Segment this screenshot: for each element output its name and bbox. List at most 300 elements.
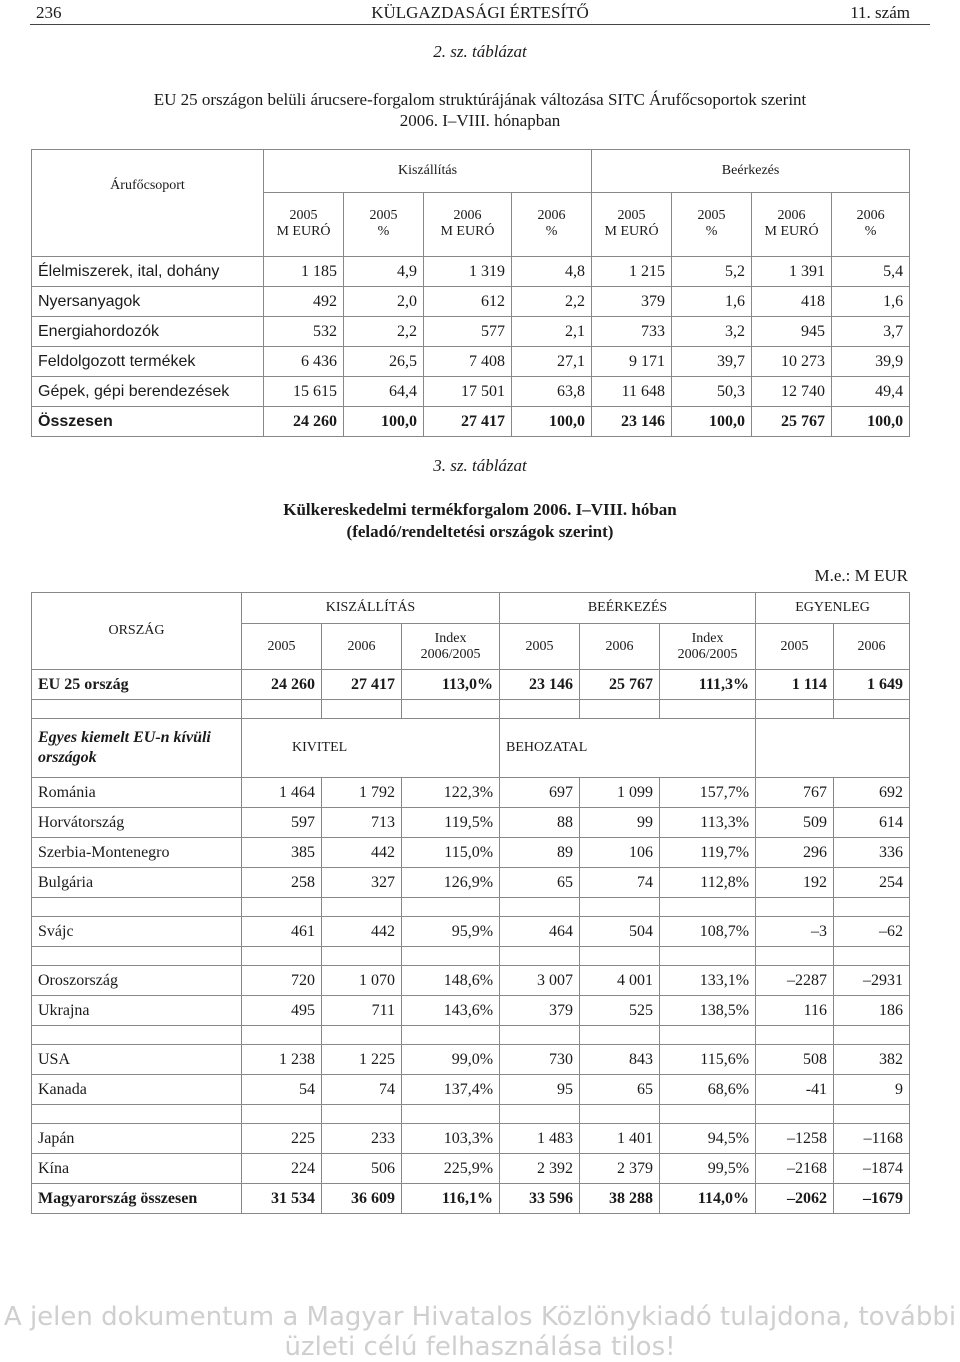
- table-cell: 103,3%: [402, 1124, 500, 1154]
- table3-unit: M.e.: M EUR: [814, 566, 908, 585]
- table-cell: 4 001: [580, 966, 660, 996]
- table2-title-line2: 2006. I–VIII. hónapban: [399, 111, 561, 130]
- spacer-cell: [756, 898, 834, 917]
- table-cell: 23 146: [500, 670, 580, 700]
- spacer-cell: [756, 1026, 834, 1045]
- spacer-cell: [660, 898, 756, 917]
- table-cell: 506: [322, 1154, 402, 1184]
- row-label: Magyarország összesen: [32, 1184, 242, 1214]
- table-cell: –62: [834, 917, 910, 947]
- table-cell: 39,7: [672, 347, 752, 377]
- spacer-cell: [756, 1105, 834, 1124]
- table-cell: 25 767: [752, 407, 832, 437]
- table3-egyenleg-header: EGYENLEG: [756, 593, 910, 624]
- table-cell: 1 070: [322, 966, 402, 996]
- page-header: [0, 0, 960, 26]
- table-cell: 1 114: [756, 670, 834, 700]
- table-cell: 382: [834, 1045, 910, 1075]
- spacer-cell: [580, 947, 660, 966]
- table-cell: 100,0: [512, 407, 592, 437]
- table-cell: 113,3%: [660, 808, 756, 838]
- row-label: Ukrajna: [32, 996, 242, 1026]
- table-cell: 133,1%: [660, 966, 756, 996]
- table2-row: [32, 287, 910, 317]
- table-cell: 50,3: [672, 377, 752, 407]
- table2-row: [32, 257, 910, 287]
- table-cell: 89: [500, 838, 580, 868]
- table-cell: 116,1%: [402, 1184, 500, 1214]
- spacer-cell: [660, 1105, 756, 1124]
- table3-country-header: ORSZÁG: [32, 593, 242, 670]
- page-number: 236: [36, 3, 62, 22]
- table-cell: 95,9%: [402, 917, 500, 947]
- spacer-cell: [242, 947, 322, 966]
- spacer-row: [32, 947, 910, 966]
- table-cell: 945: [752, 317, 832, 347]
- table-cell: 461: [242, 917, 322, 947]
- table3-title-line1: Külkereskedelmi termékforgalom 2006. I–VIII. hóban: [283, 500, 677, 519]
- index-period: 2006/2005: [420, 646, 481, 662]
- spacer-cell: [660, 947, 756, 966]
- table2-col-header: [592, 192, 672, 256]
- table-cell: 192: [756, 868, 834, 898]
- spacer-cell: [580, 898, 660, 917]
- behozatal-header: BEHOZATAL: [500, 719, 756, 778]
- col-year: 2006: [453, 208, 482, 224]
- table2-col-header: [424, 192, 512, 256]
- col-year: 2005: [289, 208, 318, 224]
- col-year: 2005: [617, 208, 646, 224]
- table-cell: 9: [834, 1075, 910, 1105]
- table-cell: –1258: [756, 1124, 834, 1154]
- table-cell: 26,5: [344, 347, 424, 377]
- spacer-cell: [242, 898, 322, 917]
- col-unit: %: [545, 224, 558, 240]
- table-cell: 9 171: [592, 347, 672, 377]
- spacer-row: [32, 700, 910, 719]
- col-unit: M EURÓ: [276, 224, 331, 240]
- table-cell: 99: [580, 808, 660, 838]
- table-cell: 225,9%: [402, 1154, 500, 1184]
- index-label: Index: [434, 630, 467, 646]
- table3-row: [32, 1045, 910, 1075]
- row-label: USA: [32, 1045, 242, 1075]
- table3: [31, 592, 910, 1214]
- table-cell: 597: [242, 808, 322, 838]
- table-cell: 2 392: [500, 1154, 580, 1184]
- table-cell: 612: [424, 287, 512, 317]
- table3-row: [32, 808, 910, 838]
- table-cell: 95: [500, 1075, 580, 1105]
- table3-row: [32, 996, 910, 1026]
- row-label: Bulgária: [32, 868, 242, 898]
- table2-row: [32, 377, 910, 407]
- table-cell: 296: [756, 838, 834, 868]
- table-cell: 509: [756, 808, 834, 838]
- spacer-cell: [834, 947, 910, 966]
- table-cell: 697: [500, 778, 580, 808]
- table-cell: 115,6%: [660, 1045, 756, 1075]
- table-cell: 54: [242, 1075, 322, 1105]
- row-label: Japán: [32, 1124, 242, 1154]
- spacer-cell: [402, 898, 500, 917]
- beer-2005-header: 2005: [500, 624, 580, 670]
- table-cell: 119,5%: [402, 808, 500, 838]
- table-cell: 38 288: [580, 1184, 660, 1214]
- table-cell: 108,7%: [660, 917, 756, 947]
- table-cell: 64,4: [344, 377, 424, 407]
- row-label: EU 25 ország: [32, 670, 242, 700]
- table-cell: 442: [322, 917, 402, 947]
- spacer-cell: [500, 1026, 580, 1045]
- spacer-row: [32, 1026, 910, 1045]
- table3-row: [32, 838, 910, 868]
- table3-title-line2: (feladó/rendeltetési országok szerint): [346, 522, 614, 541]
- col-unit: M EURÓ: [604, 224, 659, 240]
- table2-col-header: [752, 192, 832, 256]
- beer-2006-header: 2006: [580, 624, 660, 670]
- table2-group-header: Árufőcsoport: [32, 150, 264, 257]
- table-cell: 1 792: [322, 778, 402, 808]
- table-cell: 157,7%: [660, 778, 756, 808]
- table3-row: [32, 778, 910, 808]
- table-cell: 3,2: [672, 317, 752, 347]
- table-cell: 23 146: [592, 407, 672, 437]
- spacer-cell: [660, 1026, 756, 1045]
- table-cell: –1168: [834, 1124, 910, 1154]
- journal-title: KÜLGAZDASÁGI ÉRTESÍTŐ: [371, 3, 589, 22]
- table-cell: 27 417: [424, 407, 512, 437]
- table-cell: 495: [242, 996, 322, 1026]
- table-cell: 74: [322, 1075, 402, 1105]
- spacer-cell: [32, 1105, 242, 1124]
- table-cell: 2,1: [512, 317, 592, 347]
- table-cell: 6 436: [264, 347, 344, 377]
- table-cell: 464: [500, 917, 580, 947]
- table-cell: 336: [834, 838, 910, 868]
- table-cell: –2062: [756, 1184, 834, 1214]
- spacer-cell: [242, 1105, 322, 1124]
- table-cell: 1,6: [672, 287, 752, 317]
- table-cell: 49,4: [832, 377, 910, 407]
- table-cell: 720: [242, 966, 322, 996]
- col-year: 2006: [777, 208, 806, 224]
- row-label: Horvátország: [32, 808, 242, 838]
- row-label: Oroszország: [32, 966, 242, 996]
- table-cell: 1 391: [752, 257, 832, 287]
- col-year: 2006: [537, 208, 566, 224]
- table-cell: –1874: [834, 1154, 910, 1184]
- table3-total-row: [32, 1184, 910, 1214]
- table-cell: 27,1: [512, 347, 592, 377]
- spacer-cell: [322, 700, 402, 719]
- table3-row: [32, 1075, 910, 1105]
- table-cell: 5,2: [672, 257, 752, 287]
- table-cell: 525: [580, 996, 660, 1026]
- spacer-cell: [834, 898, 910, 917]
- table-cell: 138,5%: [660, 996, 756, 1026]
- spacer-cell: [402, 1105, 500, 1124]
- table2-col-header: [344, 192, 424, 256]
- spacer-cell: [756, 947, 834, 966]
- spacer-cell: [834, 1026, 910, 1045]
- table-cell: –2287: [756, 966, 834, 996]
- table-cell: 115,0%: [402, 838, 500, 868]
- table-cell: 4,8: [512, 257, 592, 287]
- table-cell: 25 767: [580, 670, 660, 700]
- table-cell: 1 185: [264, 257, 344, 287]
- header-rule: [30, 24, 930, 25]
- table2-col-header: [832, 192, 910, 256]
- spacer-cell: [32, 898, 242, 917]
- table-cell: 504: [580, 917, 660, 947]
- table-cell: 233: [322, 1124, 402, 1154]
- table3-row: [32, 917, 910, 947]
- table-cell: 148,6%: [402, 966, 500, 996]
- spacer-cell: [580, 700, 660, 719]
- table-cell: 1 225: [322, 1045, 402, 1075]
- col-year: 2005: [697, 208, 726, 224]
- table-cell: 27 417: [322, 670, 402, 700]
- table-cell: 442: [322, 838, 402, 868]
- table-cell: 4,9: [344, 257, 424, 287]
- table-cell: 122,3%: [402, 778, 500, 808]
- table-cell: 36 609: [322, 1184, 402, 1214]
- table-cell: 767: [756, 778, 834, 808]
- table-cell: 111,3%: [660, 670, 756, 700]
- table2-col-header: [264, 192, 344, 256]
- spacer-cell: [500, 898, 580, 917]
- table-cell: –3: [756, 917, 834, 947]
- table-cell: 713: [322, 808, 402, 838]
- table-cell: 10 273: [752, 347, 832, 377]
- table-cell: 99,5%: [660, 1154, 756, 1184]
- table-cell: 532: [264, 317, 344, 347]
- table-cell: 711: [322, 996, 402, 1026]
- table-cell: 31 534: [242, 1184, 322, 1214]
- table-cell: 137,4%: [402, 1075, 500, 1105]
- col-year: 2006: [856, 208, 885, 224]
- table-cell: 113,0%: [402, 670, 500, 700]
- index-period: 2006/2005: [677, 646, 738, 662]
- table-cell: 112,8%: [660, 868, 756, 898]
- table3-row: [32, 1124, 910, 1154]
- spacer-cell: [402, 947, 500, 966]
- table-cell: 1 215: [592, 257, 672, 287]
- table3-header-row1: [32, 593, 910, 624]
- table-cell: 100,0: [672, 407, 752, 437]
- table-cell: 224: [242, 1154, 322, 1184]
- spacer-cell: [242, 1026, 322, 1045]
- table-cell: 116: [756, 996, 834, 1026]
- row-label: Svájc: [32, 917, 242, 947]
- table-cell: 1 319: [424, 257, 512, 287]
- table2-row: [32, 347, 910, 377]
- table-cell: 492: [264, 287, 344, 317]
- table-cell: 1 483: [500, 1124, 580, 1154]
- table-cell: 24 260: [242, 670, 322, 700]
- table-cell: 74: [580, 868, 660, 898]
- table2-kiszallitas-header: Kiszállítás: [264, 150, 592, 193]
- spacer-cell: [242, 700, 322, 719]
- spacer-cell: [402, 1026, 500, 1045]
- spacer-cell: [322, 1105, 402, 1124]
- table-cell: 843: [580, 1045, 660, 1075]
- kisz-2006-header: 2006: [322, 624, 402, 670]
- table-cell: 119,7%: [660, 838, 756, 868]
- table-cell: 63,8: [512, 377, 592, 407]
- table-cell: 100,0: [832, 407, 910, 437]
- table-cell: 3 007: [500, 966, 580, 996]
- table-cell: 1 401: [580, 1124, 660, 1154]
- table-cell: 33 596: [500, 1184, 580, 1214]
- row-label: Nyersanyagok: [32, 287, 264, 317]
- table3-caption: 3. sz. táblázat: [433, 456, 527, 475]
- col-unit: %: [377, 224, 390, 240]
- col-unit: M EURÓ: [764, 224, 819, 240]
- col-unit: %: [864, 224, 877, 240]
- table-cell: 733: [592, 317, 672, 347]
- table-cell: 99,0%: [402, 1045, 500, 1075]
- table-cell: 730: [500, 1045, 580, 1075]
- issue-number: 11. szám: [850, 3, 910, 22]
- index-label: Index: [691, 630, 724, 646]
- table-cell: 126,9%: [402, 868, 500, 898]
- footer-watermark: A jelen dokumentum a Magyar Hivatalos Közlönykiadó tulajdona, további üzleti célú felhasználása tilos!: [3, 1302, 957, 1362]
- table-cell: 258: [242, 868, 322, 898]
- spacer-cell: [834, 700, 910, 719]
- table3-kiszallitas-header: KISZÁLLÍTÁS: [242, 593, 500, 624]
- table3-eu-row: [32, 670, 910, 700]
- table2-beerkezes-header: Beérkezés: [592, 150, 910, 193]
- table-cell: –2168: [756, 1154, 834, 1184]
- table2-row: [32, 317, 910, 347]
- table-cell: -41: [756, 1075, 834, 1105]
- table-cell: 88: [500, 808, 580, 838]
- table-cell: 17 501: [424, 377, 512, 407]
- spacer-cell: [500, 700, 580, 719]
- row-label: Kanada: [32, 1075, 242, 1105]
- table-cell: 2 379: [580, 1154, 660, 1184]
- table-cell: 254: [834, 868, 910, 898]
- spacer-cell: [402, 700, 500, 719]
- row-label: Kína: [32, 1154, 242, 1184]
- table-cell: 12 740: [752, 377, 832, 407]
- kivitel-header: KIVITEL: [242, 719, 500, 778]
- beer-index-header: [660, 624, 756, 670]
- row-label: Feldolgozott termékek: [32, 347, 264, 377]
- table3-row: [32, 1154, 910, 1184]
- table-cell: 114,0%: [660, 1184, 756, 1214]
- table3-section-header: [32, 719, 910, 778]
- table-cell: 65: [500, 868, 580, 898]
- table3-beerkezes-header: BEÉRKEZÉS: [500, 593, 756, 624]
- table-cell: 327: [322, 868, 402, 898]
- table-cell: 39,9: [832, 347, 910, 377]
- spacer-cell: [322, 947, 402, 966]
- table2-total-row: [32, 407, 910, 437]
- table-cell: 94,5%: [660, 1124, 756, 1154]
- row-label: Élelmiszerek, ital, dohány: [32, 257, 264, 287]
- table-cell: 3,7: [832, 317, 910, 347]
- table-cell: 15 615: [264, 377, 344, 407]
- table2: [31, 149, 910, 437]
- table-cell: 106: [580, 838, 660, 868]
- col-year: 2005: [369, 208, 398, 224]
- table-cell: 1 649: [834, 670, 910, 700]
- spacer-cell: [834, 1105, 910, 1124]
- kisz-index-header: [402, 624, 500, 670]
- spacer-cell: [660, 700, 756, 719]
- table-cell: 1 238: [242, 1045, 322, 1075]
- table-cell: 225: [242, 1124, 322, 1154]
- table-cell: 614: [834, 808, 910, 838]
- col-unit: %: [705, 224, 718, 240]
- table-cell: 508: [756, 1045, 834, 1075]
- spacer-cell: [322, 1026, 402, 1045]
- table-cell: 186: [834, 996, 910, 1026]
- row-label: Szerbia-Montenegro: [32, 838, 242, 868]
- table-cell: 577: [424, 317, 512, 347]
- table-cell: 2,2: [512, 287, 592, 317]
- egy-2006-header: 2006: [834, 624, 910, 670]
- table-cell: 2,0: [344, 287, 424, 317]
- table-cell: 385: [242, 838, 322, 868]
- spacer-row: [32, 1105, 910, 1124]
- row-label: Összesen: [32, 407, 264, 437]
- table3-row: [32, 966, 910, 996]
- spacer-cell: [756, 700, 834, 719]
- spacer-cell: [500, 1105, 580, 1124]
- table-cell: 1 464: [242, 778, 322, 808]
- spacer-row: [32, 898, 910, 917]
- row-label: Gépek, gépi berendezések: [32, 377, 264, 407]
- table-cell: –2931: [834, 966, 910, 996]
- egy-2005-header: 2005: [756, 624, 834, 670]
- table2-caption: 2. sz. táblázat: [433, 42, 527, 61]
- table-cell: 1,6: [832, 287, 910, 317]
- table-cell: 11 648: [592, 377, 672, 407]
- table-cell: 7 408: [424, 347, 512, 377]
- table-cell: 1 099: [580, 778, 660, 808]
- spacer-cell: [580, 1026, 660, 1045]
- table2-col-header: [672, 192, 752, 256]
- table-cell: 100,0: [344, 407, 424, 437]
- table2-header-row1: [32, 150, 910, 193]
- spacer-cell: [32, 1026, 242, 1045]
- table-cell: 379: [500, 996, 580, 1026]
- row-label: Románia: [32, 778, 242, 808]
- section-label: Egyes kiemelt EU-n kívüli országok: [32, 719, 242, 778]
- table-cell: 418: [752, 287, 832, 317]
- row-label: Energiahordozók: [32, 317, 264, 347]
- table-cell: 143,6%: [402, 996, 500, 1026]
- egyenleg-blank: [756, 719, 910, 778]
- table-cell: 65: [580, 1075, 660, 1105]
- kisz-2005-header: 2005: [242, 624, 322, 670]
- spacer-cell: [32, 700, 242, 719]
- table2-title-line1: EU 25 országon belüli árucsere-forgalom struktúrájának változása SITC Árufőcsoportok szerint: [153, 90, 807, 109]
- col-unit: M EURÓ: [440, 224, 495, 240]
- table2-col-header: [512, 192, 592, 256]
- spacer-cell: [322, 898, 402, 917]
- table-cell: 379: [592, 287, 672, 317]
- table-cell: 5,4: [832, 257, 910, 287]
- table3-row: [32, 868, 910, 898]
- table-cell: 692: [834, 778, 910, 808]
- table-cell: 24 260: [264, 407, 344, 437]
- spacer-cell: [580, 1105, 660, 1124]
